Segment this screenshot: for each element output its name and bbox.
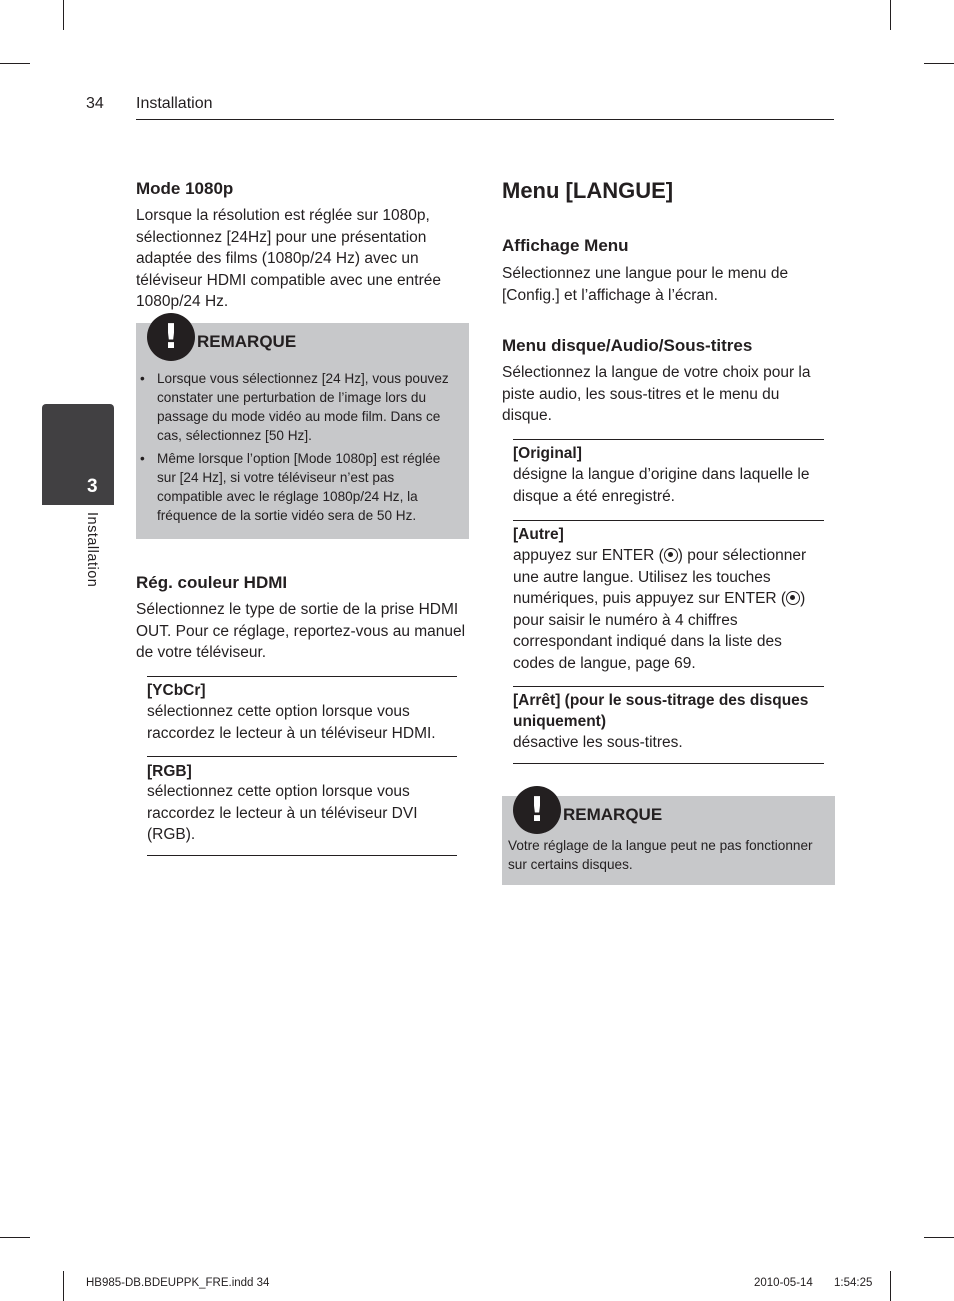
note-box xyxy=(136,317,469,539)
option-rule xyxy=(147,855,457,856)
menu-disque-heading: Menu disque/Audio/Sous-titres xyxy=(502,336,753,355)
menu-langue-title: Menu [LANGUE] xyxy=(502,178,674,203)
note-box xyxy=(502,790,835,885)
option-description xyxy=(513,545,824,674)
option-rule xyxy=(147,756,457,757)
option-description: désigne la langue d’origine dans laquelle le disque a été enregistré. xyxy=(513,466,810,505)
footer-time: 1:54:25 xyxy=(834,1277,873,1289)
option-rule xyxy=(513,439,824,440)
option-description: sélectionnez cette option lorsque vous raccordez le lecteur à un téléviseur DVI (RGB). xyxy=(147,783,418,843)
mode-1080p-body: Lorsque la résolution est réglée sur 1080p, sélectionnez [24Hz] pour une présentation adaptée des films (1080p/24 Hz) avec un téléviseur HDMI compatible avec une entrée 1080p/24 Hz. xyxy=(136,207,441,310)
note-title: REMARQUE xyxy=(197,332,297,351)
text-fragment: appuyez sur ENTER ( xyxy=(513,547,664,564)
text-fragment: ) pour saisir le numéro à 4 chiffres correspondant indiqué dans la liste des codes de langue, page 69. xyxy=(513,590,806,672)
chapter-number: 3 xyxy=(87,476,98,497)
header-rule xyxy=(136,119,834,120)
note-title: REMARQUE xyxy=(563,805,663,824)
note-body: Votre réglage de la langue peut ne pas fonctionner sur certains disques. xyxy=(508,838,813,872)
footer-date: 2010-05-14 xyxy=(754,1277,813,1289)
option-name: [YCbCr] xyxy=(147,682,206,699)
option-rule xyxy=(513,520,824,521)
chapter-label: Installation xyxy=(84,512,100,588)
menu-disque-body: Sélectionnez la langue de votre choix pour la piste audio, les sous-titres et le menu du disque. xyxy=(502,364,811,424)
reg-couleur-body: Sélectionnez le type de sortie de la prise HDMI OUT. Pour ce réglage, reportez-vous au manuel de votre téléviseur. xyxy=(136,601,466,661)
footer-file: HB985-DB.BDEUPPK_FRE.indd 34 xyxy=(86,1277,270,1289)
reg-couleur-heading: Rég. couleur HDMI xyxy=(136,573,288,592)
note-item: • Même lorsque l’option [Mode 1080p] est réglée sur [24 Hz], si votre téléviseur n’est pas compatible avec le réglage 1080p/24 Hz, la fréquence de la sortie vidéo sera de 50 Hz. xyxy=(136,449,462,525)
crop-mark xyxy=(890,1271,891,1301)
option-name: [RGB] xyxy=(147,763,192,780)
enter-button-icon xyxy=(664,548,678,562)
note-item: • Lorsque vous sélectionnez [24 Hz], vous pouvez constater une perturbation de l’image lors du passage du mode vidéo au mode film. Dans ce cas, sélectionnez [50 Hz]. xyxy=(136,369,462,445)
enter-button-icon xyxy=(786,591,800,605)
mode-1080p-heading: Mode 1080p xyxy=(136,179,234,198)
crop-mark xyxy=(0,63,30,64)
text-fragment: ) pour sélectionner une autre langue. Utilisez les touches numériques, puis appuyez sur ENTER ( xyxy=(513,547,807,607)
exclamation-icon: ! xyxy=(147,313,195,361)
crop-mark xyxy=(924,63,954,64)
affichage-heading: Affichage Menu xyxy=(502,236,629,255)
exclamation-icon: ! xyxy=(513,786,561,834)
option-name: [Autre] xyxy=(513,526,564,543)
option-rule xyxy=(513,763,824,764)
crop-mark xyxy=(890,0,891,30)
option-rule xyxy=(513,686,824,687)
page-number: 34 xyxy=(86,95,104,112)
option-rule xyxy=(147,676,457,677)
option-description: sélectionnez cette option lorsque vous raccordez le lecteur à un téléviseur HDMI. xyxy=(147,703,436,742)
affichage-body: Sélectionnez une langue pour le menu de [Config.] et l’affichage à l’écran. xyxy=(502,265,789,304)
header-section-title: Installation xyxy=(136,95,213,112)
option-name: [Arrêt] (pour le sous-titrage des disques uniquement) xyxy=(513,692,809,730)
crop-mark xyxy=(63,1271,64,1301)
crop-mark xyxy=(0,1237,30,1238)
crop-mark xyxy=(924,1237,954,1238)
crop-mark xyxy=(63,0,64,30)
option-name: [Original] xyxy=(513,445,582,462)
option-description: désactive les sous-titres. xyxy=(513,734,683,751)
